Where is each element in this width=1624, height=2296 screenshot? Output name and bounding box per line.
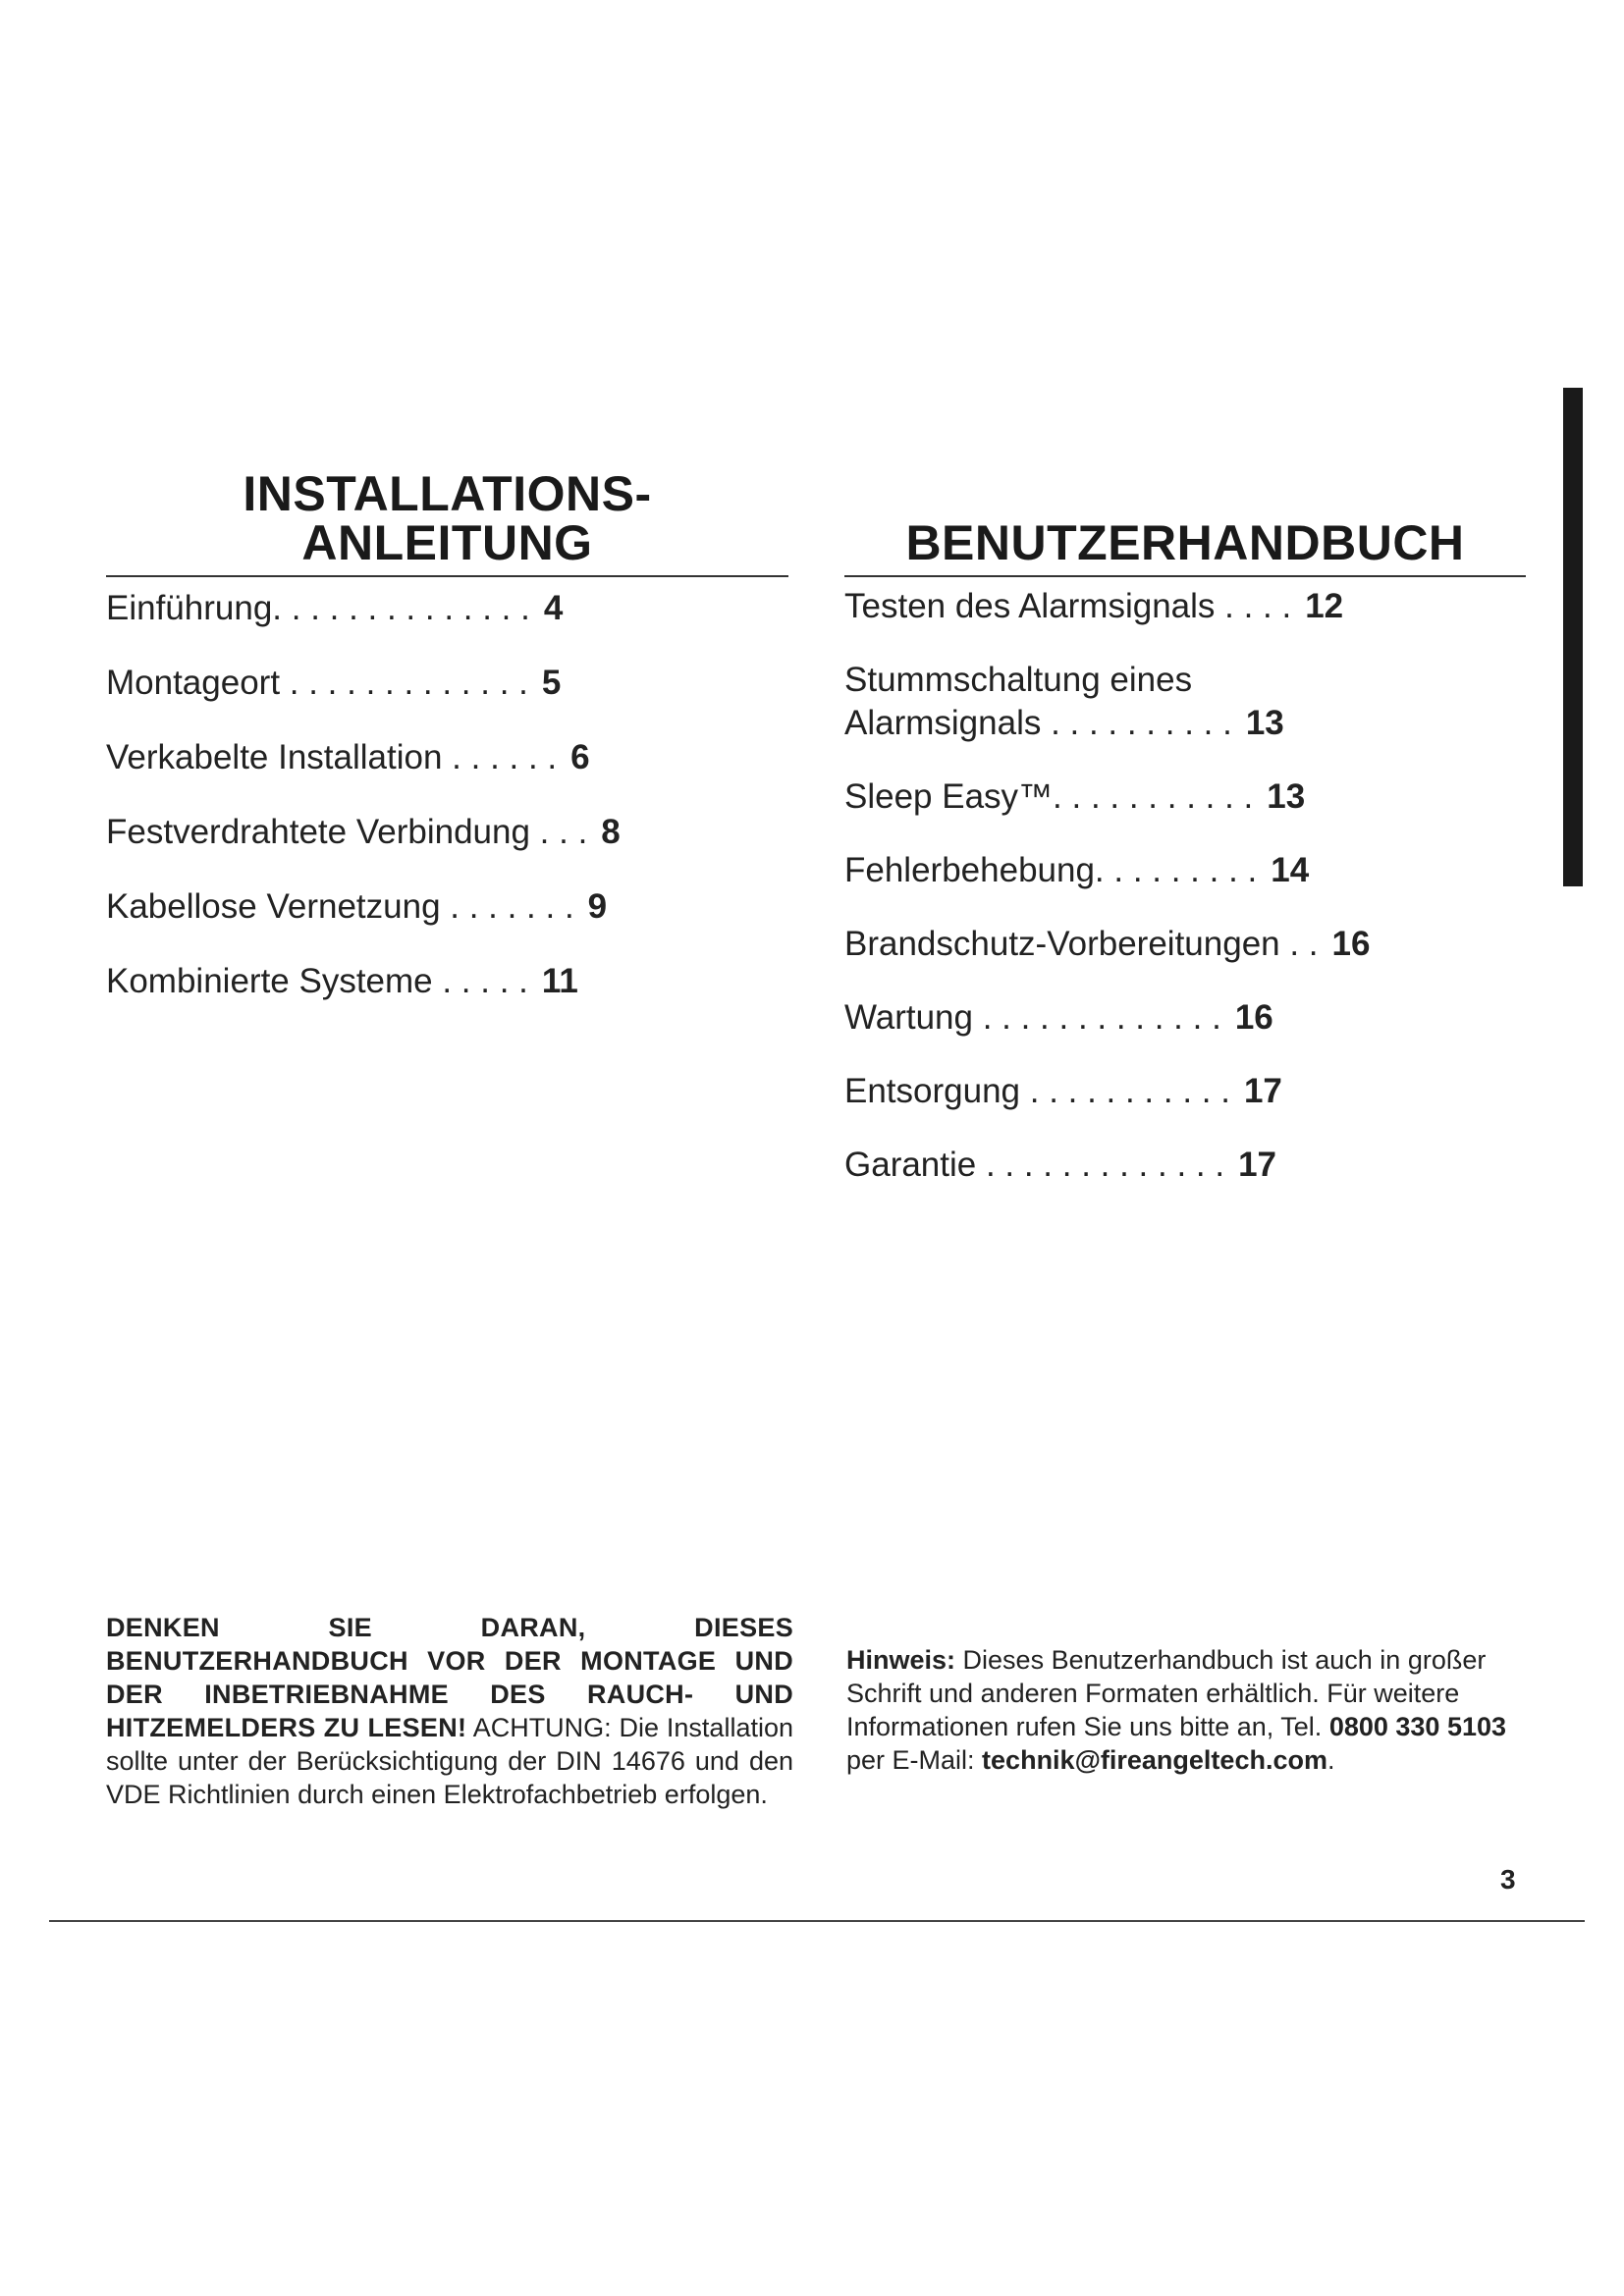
toc-item-brandschutz[interactable]: Brandschutz-Vorbereitungen . . 16 (844, 925, 1371, 963)
user-manual-toc (844, 585, 1526, 1187)
notice-caution-text: ACHTUNG: Die Installation sollte unter der Berücksichtigung der DIN 14676 und den VDE Richtlinien durch einen Elektrofachbetrieb erfolgen. (106, 1713, 793, 1809)
toc-page-number: 13 (1245, 704, 1284, 742)
hint-notice: Hinweis: Dieses Benutzerhandbuch ist auch in großer Schrift und anderen Formaten erhältlich. Für weitere Informationen rufen Sie uns bitte an, Tel. 0800 330 5103 per E-Mail: technik@fireangeltech.com. (846, 1645, 1507, 1775)
toc-item-verkabelte-installation[interactable]: Verkabelte Installation . . . . . . 6 (106, 738, 590, 776)
toc-page-number: 8 (601, 813, 621, 851)
toc-item-fehlerbehebung[interactable]: Fehlerbehebung. . . . . . . . . 14 (844, 851, 1310, 889)
toc-page-number: 9 (587, 887, 608, 926)
toc-item-kabellose-vernetzung[interactable]: Kabellose Vernetzung . . . . . . . 9 (106, 887, 608, 926)
installation-section (106, 466, 788, 1035)
toc-item-stummschaltung[interactable]: Stummschaltung eines Alarmsignals . . . . . . . . . . 13 (844, 661, 1284, 742)
toc-page-number: 16 (1234, 998, 1273, 1037)
toc-item-kombinierte-systeme[interactable]: Kombinierte Systeme . . . . . 11 (106, 962, 578, 1000)
installation-toc (106, 587, 788, 1035)
toc-item-sleep-easy[interactable]: Sleep Easy™. . . . . . . . . . . 13 (844, 777, 1306, 816)
toc-page-number: 4 (543, 589, 564, 627)
hint-text: Dieses Benutzerhandbuch ist auch in großer Schrift und anderen Formaten erhältlich. Für weitere Informationen rufen Sie uns bitte an, Tel. (846, 1645, 1487, 1741)
toc-page-number: 14 (1271, 851, 1310, 889)
page-number: 3 (1500, 1864, 1516, 1895)
toc-page-number: 5 (541, 664, 562, 702)
toc-item-einfuehrung[interactable]: Einführung. . . . . . . . . . . . . . 4 (106, 589, 564, 627)
hint-phone: 0800 330 5103 (1328, 1712, 1507, 1741)
hint-label: Hinweis: (846, 1645, 956, 1675)
toc-page-number: 12 (1305, 587, 1344, 625)
toc-page-number: 11 (541, 962, 578, 1000)
toc-page-number: 13 (1267, 777, 1306, 816)
user-manual-heading-rule (844, 575, 1526, 577)
toc-item-entsorgung[interactable]: Entsorgung . . . . . . . . . . . 17 (844, 1072, 1282, 1110)
toc-item-festverdrahtete-verbindung[interactable]: Festverdrahtete Verbindung . . . 8 (106, 813, 621, 851)
footer-rule (49, 1920, 1585, 1922)
toc-item-testen-alarmsignal[interactable]: Testen des Alarmsignals . . . . 12 (844, 587, 1344, 625)
toc-page-number: 17 (1238, 1146, 1277, 1184)
toc-item-garantie[interactable]: Garantie . . . . . . . . . . . . . 17 (844, 1146, 1277, 1184)
read-manual-notice (106, 1611, 793, 1811)
toc-page-number: 6 (570, 738, 590, 776)
user-manual-heading: BENUTZERHANDBUCH (905, 515, 1465, 570)
notice-warning-text: DENKEN SIE DARAN, DIESES BENUTZERHANDBUCH VOR DER MONTAGE UND DER INBETRIEBNAHME DES RAUCH- UND HITZEMELDERS ZU LESEN! (106, 1613, 793, 1742)
toc-item-wartung[interactable]: Wartung . . . . . . . . . . . . . 16 (844, 998, 1273, 1037)
toc-page-number: 16 (1331, 925, 1371, 963)
user-manual-section (844, 469, 1526, 1217)
installation-heading-rule (106, 575, 788, 577)
toc-page-number: 17 (1243, 1072, 1282, 1110)
hint-email-link[interactable]: technik@fireangeltech.com (982, 1745, 1327, 1775)
installation-heading: INSTALLATIONS- ANLEITUNG (243, 466, 652, 570)
section-tab-marker (1563, 388, 1583, 886)
hint-email-prefix: per E-Mail: (846, 1745, 975, 1775)
toc-item-montageort[interactable]: Montageort . . . . . . . . . . . . . 5 (106, 664, 562, 702)
